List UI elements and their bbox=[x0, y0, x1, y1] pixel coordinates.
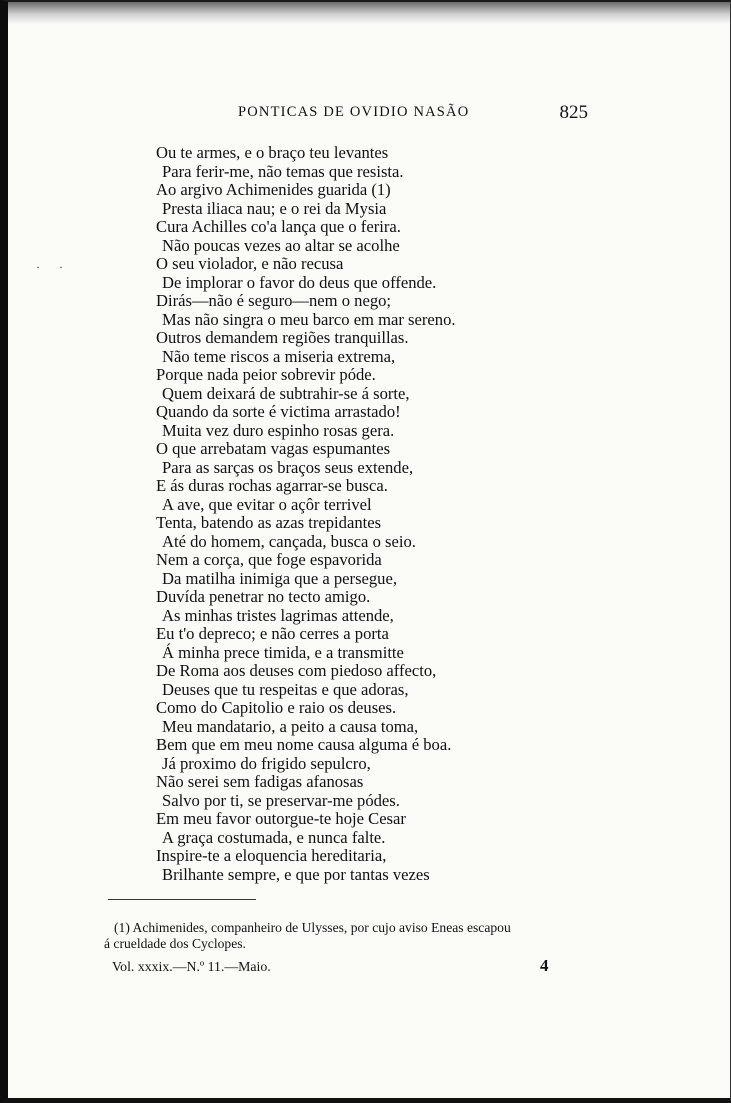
poem-line: Porque nada peior sobrevir póde. bbox=[156, 365, 376, 384]
poem-line: Eu t'o depreco; e não cerres a porta bbox=[156, 624, 389, 643]
poem-line: Outros demandem regiões tranquillas. bbox=[156, 328, 409, 347]
poem-line: O seu violador, e não recusa bbox=[156, 254, 344, 273]
poem-line: Mas não singra o meu barco em mar sereno. bbox=[162, 309, 456, 329]
poem-line: Salvo por ti, se preservar-me pódes. bbox=[162, 790, 400, 810]
poem-line: Bem que em meu nome causa alguma é boa. bbox=[156, 735, 452, 754]
poem-line: Inspire-te a eloquencia hereditaria, bbox=[156, 846, 387, 865]
footnote-line: á crueldade dos Cyclopes. bbox=[104, 936, 246, 951]
poem-line: Não teme riscos a miseria extrema, bbox=[162, 346, 396, 366]
page-number: 825 bbox=[559, 102, 588, 123]
sheet-number: 4 bbox=[540, 956, 549, 975]
volume-info: Vol. xxxix.—N.º 11.—Maio. bbox=[112, 959, 271, 974]
poem-line: Á minha prece timida, e a transmitte bbox=[162, 642, 404, 662]
poem-line: Para ferir-me, não temas que resista. bbox=[162, 161, 404, 181]
running-header bbox=[238, 102, 588, 126]
poem-line: Nem a corça, que foge espavorida bbox=[156, 550, 382, 569]
poem-line: Tenta, batendo as azas trepidantes bbox=[156, 513, 382, 532]
poem-line: Não poucas vezes ao altar se acolhe bbox=[162, 235, 400, 255]
poem-line: Duvída penetrar no tecto amigo. bbox=[156, 587, 371, 606]
poem-line: Quando da sorte é victima arrastado! bbox=[156, 402, 401, 421]
poem-line: De implorar o favor do deus que offende. bbox=[162, 272, 437, 292]
poem-line: Presta iliaca nau; e o rei da Mysia bbox=[162, 198, 387, 218]
poem-line: Cura Achilles co'a lança que o ferira. bbox=[156, 217, 401, 236]
poem-line: Para as sarças os braços seus extende, bbox=[162, 457, 414, 477]
poem-line: A graça costumada, e nunca falte. bbox=[162, 827, 386, 847]
poem-line: As minhas tristes lagrimas attende, bbox=[162, 605, 394, 625]
margin-marks: · · bbox=[36, 260, 71, 274]
poem-line: Não serei sem fadigas afanosas bbox=[156, 772, 364, 791]
poem-line: De Roma aos deuses com piedoso affecto, bbox=[156, 661, 437, 680]
poem-line: A ave, que evitar o açôr terrivel bbox=[162, 494, 372, 514]
poem-line: Como do Capitolio e raio os deuses. bbox=[156, 698, 397, 717]
scan-edge-shadow bbox=[8, 2, 730, 24]
poem-line: Ao argivo Achimenides guarida (1) bbox=[156, 180, 391, 199]
printer-signature bbox=[112, 956, 552, 977]
poem-line: Brilhante sempre, e que por tantas vezes bbox=[162, 864, 430, 884]
poem-line: Da matilha inimiga que a persegue, bbox=[162, 568, 397, 588]
footnote bbox=[104, 920, 594, 952]
running-title: PONTICAS DE OVIDIO NASÃO bbox=[238, 104, 470, 120]
poem-line: Meu mandatario, a peito a causa toma, bbox=[162, 716, 419, 736]
poem-line: O que arrebatam vagas espumantes bbox=[156, 439, 391, 458]
poem-line: Até do homem, cançada, busca o seio. bbox=[162, 531, 416, 551]
poem-line: Quem deixará de subtrahir-se á sorte, bbox=[162, 383, 410, 403]
footnote-line: (1) Achimenides, companheiro de Ulysses, por cujo aviso Eneas escapou bbox=[114, 920, 511, 935]
poem-line: Ou te armes, e o braço teu levantes bbox=[156, 143, 389, 162]
poem-line: Dirás—não é seguro—nem o nego; bbox=[156, 291, 392, 310]
poem-body bbox=[156, 144, 556, 884]
footnote-rule bbox=[108, 899, 256, 900]
poem-line: Em meu favor outorgue-te hoje Cesar bbox=[156, 809, 406, 828]
poem-line: Deuses que tu respeitas e que adoras, bbox=[162, 679, 409, 699]
poem-line: Já proximo do frigido sepulcro, bbox=[162, 753, 371, 773]
poem-line: E ás duras rochas agarrar-se busca. bbox=[156, 476, 388, 495]
poem-line: Muita vez duro espinho rosas gera. bbox=[162, 420, 395, 440]
